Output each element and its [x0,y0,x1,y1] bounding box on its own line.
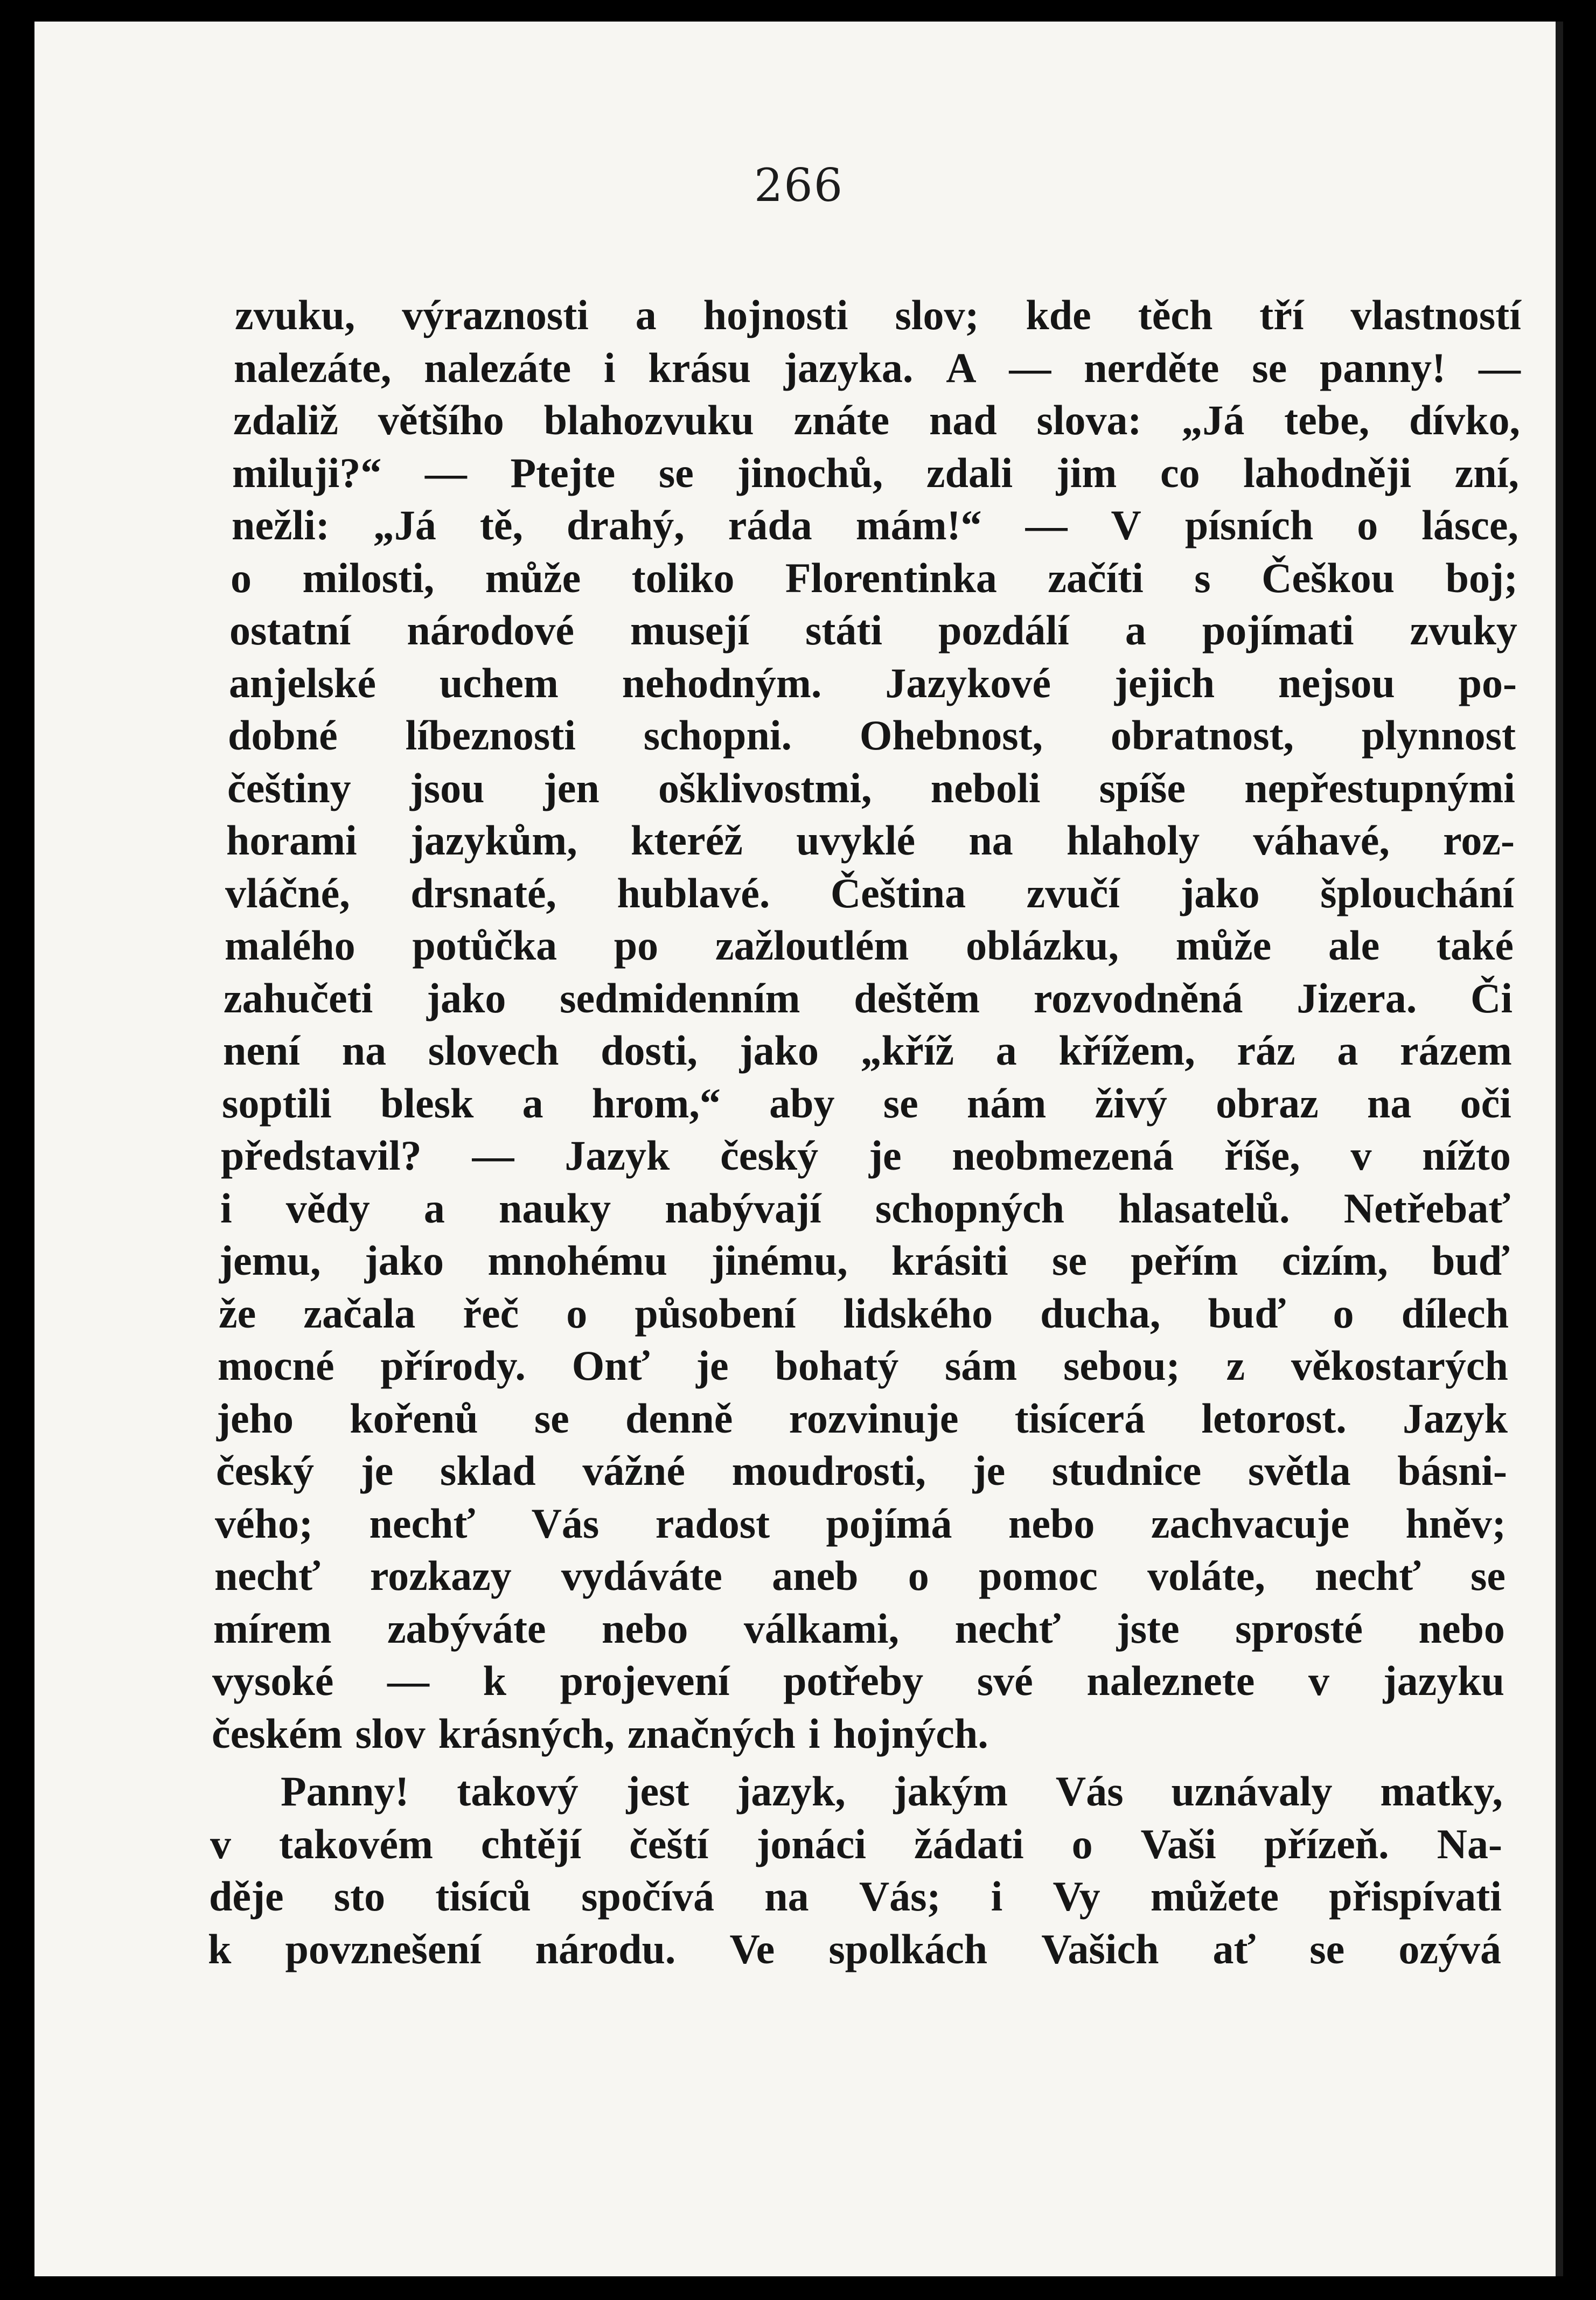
text-line: dobné líbeznosti schopni. Ohebnost, obratnost, plynnost [228,712,1516,759]
text-line: v takovém chtějí čeští jonáci žádati o Vaši přízeň. Na- [210,1820,1502,1867]
text-line: malého potůčka po zažloutlém oblázku, může ale také [225,922,1514,969]
text-line: vysoké — k projevení potřeby své naleznete v jazyku [212,1657,1504,1704]
text-line: mocné přírody. Onť je bohatý sám sebou; z věkostarých [218,1342,1508,1389]
text-line: vláčné, drsnaté, hublavé. Čeština zvučí jako šplouchání [225,870,1514,916]
text-line: horami jazykům, kteréž uvyklé na hlaholy váhavé, roz- [226,817,1515,864]
text-line: není na slovech dosti, jako „kříž a křížem, ráz a rázem [223,1027,1512,1074]
text-line: jemu, jako mnohému jinému, krásiti se peřím cizím, buď [219,1237,1509,1284]
text-line: i vědy a nauky nabývají schopných hlasatelů. Netřebať [220,1185,1510,1232]
text-line: nechť rozkazy vydáváte aneb o pomoc voláte, nechť se [214,1552,1506,1599]
text-line: miluji?“ — Ptejte se jinochů, zdali jim co lahodněji zní, [232,449,1519,496]
text-line: mírem zabýváte nebo válkami, nechť jste sprosté nebo [213,1605,1505,1652]
text-line: českém slov krásných, značných i hojných. [212,1710,988,1757]
text-line: nalezáte, nalezáte i krásu jazyka. A — nerděte se panny! — [234,344,1521,391]
text-line: ostatní národové musejí státi pozdálí a pojímati zvuky [229,607,1517,654]
text-line: nežli: „Já tě, drahý, ráda mám!“ — V písních o lásce, [232,502,1518,548]
text-line: k povznešení národu. Ve spolkách Vašich ať se ozývá [208,1926,1501,1972]
text-line: anjelské uchem nehodným. Jazykové jejich nejsou po- [229,659,1517,706]
text-line: že začala řeč o působení lidského ducha, buď o dílech [219,1290,1509,1337]
text-line: český je sklad vážné moudrosti, je studnice světla básni- [216,1447,1507,1494]
text-line: představil? — Jazyk český je neobmezená říše, v nížto [221,1132,1511,1179]
text-line: o milosti, může toliko Florentinka začíti s Češkou boj; [231,554,1518,601]
book-page [34,22,1563,2276]
page-number: 266 [754,159,844,212]
text-line: zvuku, výraznosti a hojnosti slov; kde těch tří vlastností [235,291,1521,338]
text-line: češtiny jsou jen ošklivostmi, neboli spíše nepřestupnými [227,765,1515,811]
text-line: soptili blesk a hrom,“ aby se nám živý obraz na oči [222,1080,1511,1127]
text-line: děje sto tisíců spočívá na Vás; i Vy můžete přispívati [209,1873,1502,1920]
text-line: Panny! takový jest jazyk, jakým Vás uznávaly matky, [281,1768,1503,1815]
text-line: vého; nechť Vás radost pojímá nebo zachvacuje hněv; [215,1500,1506,1547]
page-edge-shadow [1556,22,1563,2276]
text-line: zdaliž většího blahozvuku znáte nad slova: „Já tebe, dívko, [233,397,1520,443]
text-line: jeho kořenů se denně rozvinuje tisícerá letorost. Jazyk [217,1395,1508,1442]
text-line: zahučeti jako sedmidenním deštěm rozvodněná Jizera. Či [224,975,1513,1022]
